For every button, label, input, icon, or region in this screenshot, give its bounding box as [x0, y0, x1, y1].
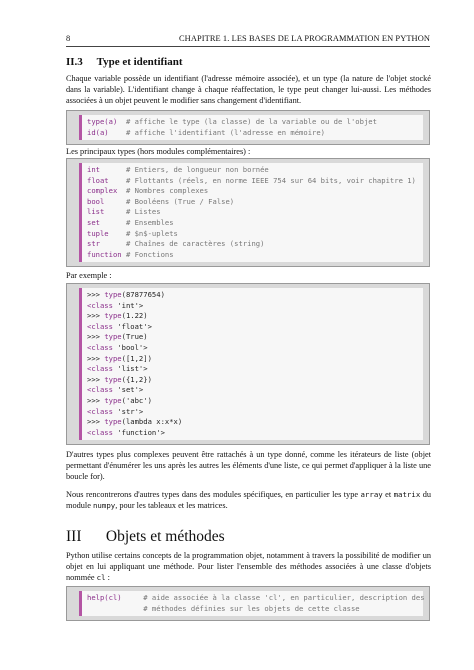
paragraph-modules: Nous rencontrerons d'autres types dans des modules spécifiques, en particulier les type array et matrix du module numpy, pour les tableaux et les matrices. [66, 490, 432, 510]
code-comment: # affiche l'identifiant (l'adresse en mémoire) [125, 127, 326, 137]
type-name: float [87, 175, 109, 185]
code-line [87, 311, 418, 322]
code-line [87, 343, 418, 354]
chapter-title: CHAPITRE 1. LES BASES DE LA PROGRAMMATION EN PYTHON [178, 34, 430, 43]
code-line [87, 604, 418, 615]
type-comment: # Ensembles [125, 217, 174, 227]
code-line [87, 128, 418, 139]
chapter-section-title: Objets et méthodes [105, 528, 225, 545]
keyword: <class [87, 321, 113, 331]
type-comment: # Chaînes de caractères (string) [125, 239, 265, 249]
code-block-types [66, 158, 430, 267]
code-block-help [66, 586, 430, 621]
section-number: II.3 [66, 56, 83, 68]
paragraph-example: Par exemple : [66, 271, 112, 280]
page-header [66, 34, 430, 47]
keyword: type [104, 395, 122, 405]
keyword: <class [87, 342, 113, 352]
code-rest: 'int'> [112, 300, 144, 310]
code-fn: help(cl) [87, 593, 122, 602]
code-line [87, 593, 425, 604]
code-line [87, 322, 418, 333]
page-number: 8 [66, 34, 71, 43]
code-line [87, 176, 418, 187]
paragraph-types: Les principaux types (hors modules complémentaires) : [66, 147, 251, 156]
code-rest: (True) [121, 332, 148, 342]
code-line [87, 207, 418, 218]
keyword: type [104, 311, 122, 321]
code-comment: # méthodes définies sur les objets de cette classe [143, 603, 360, 613]
code-block-examples [66, 283, 430, 445]
code-rest: 'set'> [112, 385, 144, 395]
code-fn: id(a) [87, 127, 109, 137]
code-rest: (87877654) [121, 290, 165, 299]
code-line [87, 385, 418, 396]
prompt: >>> [87, 332, 105, 342]
type-name: tuple [87, 228, 109, 238]
code-rest: ({1,2}) [121, 374, 152, 384]
code-line [87, 229, 418, 240]
code-rest: ('abc') [121, 395, 152, 405]
code-line [87, 354, 418, 365]
prompt: >>> [87, 290, 105, 299]
keyword: <class [87, 300, 113, 310]
type-name: complex [87, 186, 118, 196]
code-line [87, 165, 418, 176]
code-line [87, 428, 418, 439]
paragraph-objects: Python utilise certains concepts de la programmation objet, notamment à travers la possibilité de modifier un objet en lui appliquant une méthode. Pour lister l'ensemble des méthodes associées à une classe d'objets nommée cl : [66, 551, 431, 582]
code-rest: (1.22) [121, 311, 148, 321]
type-name: function [87, 249, 122, 259]
code-rest: 'list'> [112, 364, 148, 374]
prompt: >>> [87, 417, 105, 427]
prompt: >>> [87, 353, 105, 363]
type-name: int [87, 165, 100, 174]
keyword: type [104, 374, 122, 384]
code-line [87, 239, 418, 250]
code-rest: 'bool'> [112, 342, 148, 352]
type-comment: # Fonctions [125, 249, 174, 259]
code-line [87, 117, 418, 128]
code-block-type-id [66, 110, 430, 145]
code-comment: # affiche le type (la classe) de la variable ou de l'objet [125, 117, 377, 126]
code-line [87, 301, 418, 312]
keyword: <class [87, 406, 113, 416]
code-rest: (lambda x:x*x) [121, 417, 183, 427]
type-comment: # Listes [125, 207, 161, 217]
code-line [87, 250, 418, 261]
code-rest: 'str'> [112, 406, 144, 416]
chapter-section-heading [66, 528, 225, 546]
inline-code: array [360, 490, 383, 499]
inline-code: cl [96, 573, 106, 582]
code-line [87, 332, 418, 343]
keyword: type [104, 353, 122, 363]
code-comment: # aide associée à la classe 'cl', en particulier, description des [143, 593, 425, 602]
keyword: <class [87, 385, 113, 395]
type-comment: # Nombres complexes [125, 186, 209, 196]
type-name: bool [87, 196, 105, 206]
type-comment: # Booléens (True / False) [125, 196, 235, 206]
type-name: str [87, 239, 100, 249]
code-line [87, 375, 418, 386]
keyword: type [104, 332, 122, 342]
keyword: type [104, 417, 122, 427]
code-line [87, 186, 418, 197]
prompt: >>> [87, 395, 105, 405]
paragraph-intro: Chaque variable possède un identifiant (l'adresse mémoire associée), et un type (la nature de l'objet stocké dans la variable). L'identifiant change à chaque réaffectation, le type peut changer lui-aussi. Les méthodes associées à un objet peuvent le modifier sans changement d'identifiant. [66, 74, 431, 105]
type-name: set [87, 217, 100, 227]
code-line [87, 396, 418, 407]
code-line [87, 290, 418, 301]
section-title: Type et identifiant [96, 56, 183, 68]
chapter-section-number: III [66, 528, 82, 545]
code-line [87, 364, 418, 375]
inline-code: numpy [92, 501, 116, 510]
type-comment: # Flottants (réels, en norme IEEE 754 sur 64 bits, voir chapitre 1) [125, 175, 416, 185]
keyword: <class [87, 427, 113, 437]
section-heading [66, 56, 183, 68]
type-comment: # $n$-uplets [125, 228, 178, 238]
code-rest: 'function'> [112, 427, 165, 437]
prompt: >>> [87, 311, 105, 321]
type-name: list [87, 207, 105, 217]
code-line [87, 417, 418, 428]
code-line [87, 218, 418, 229]
prompt: >>> [87, 374, 105, 384]
inline-code: matrix [393, 490, 421, 499]
code-rest: 'float'> [112, 321, 152, 331]
keyword: type [104, 290, 122, 299]
type-comment: # Entiers, de longueur non bornée [125, 165, 269, 174]
code-line [87, 407, 418, 418]
code-rest: ([1,2]) [121, 353, 152, 363]
paragraph-complex-types: D'autres types plus complexes peuvent être rattachés à un type donné, comme les itérateurs de liste (objet permettant d'énumérer les uns après les autres les éléments d'une liste, ce qui permet d'appliquer à la liste une boucle for). [66, 450, 431, 481]
code-fn: type(a) [87, 117, 118, 126]
code-line [87, 197, 418, 208]
keyword: <class [87, 364, 113, 374]
